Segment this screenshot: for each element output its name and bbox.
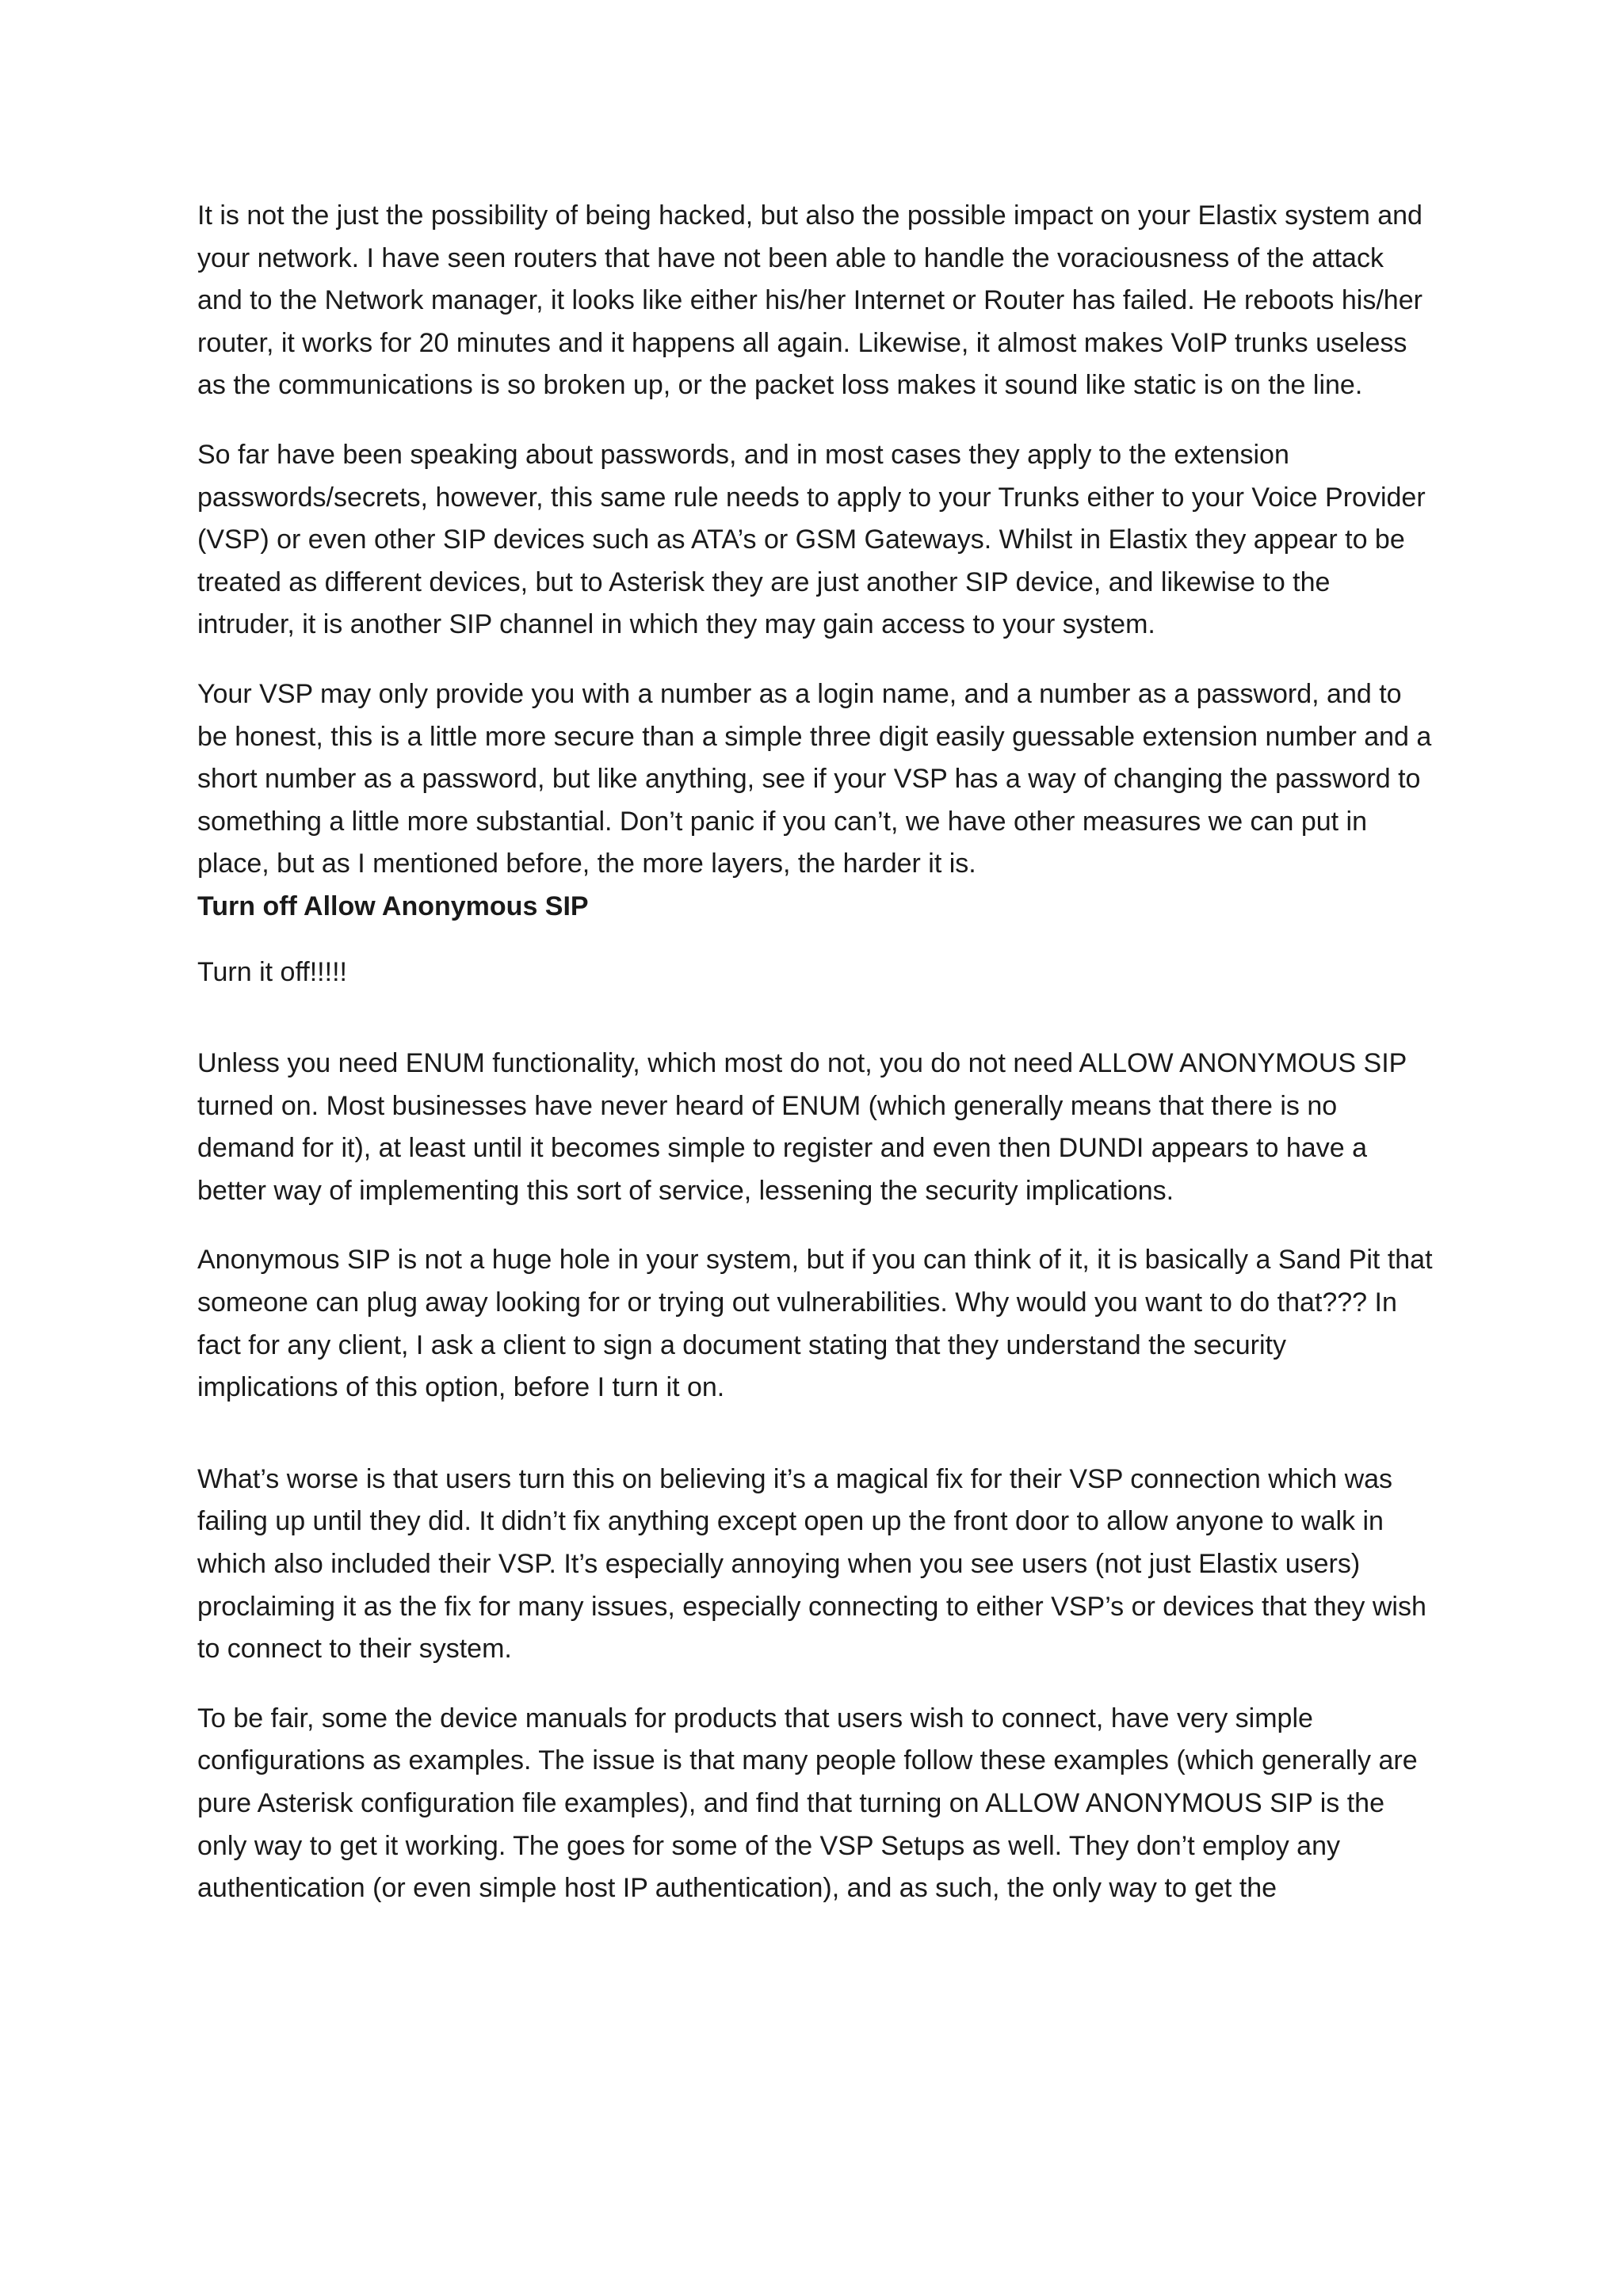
document-body	[197, 195, 1434, 1910]
paragraph-vsp-login: Your VSP may only provide you with a number as a login name, and a number as a password, and to be honest, this is a little more secure than a simple three digit easily guessable extension number and a short number as a password, but like anything, see if your VSP has a way of changing the password to something a little more substantial. Don’t panic if you can’t, we have other measures we can put in place, but as I mentioned before, the more layers, the harder it is.	[197, 678, 1432, 879]
paragraph-device-manuals: To be fair, some the device manuals for products that users wish to connect, have very simple configurations as examples. The issue is that many people follow these examples (which generally are pure Asterisk configuration file examples), and find that turning on ALLOW ANONYMOUS SIP is the only way to get it working. The goes for some of the VSP Setups as well. They don’t employ any authentication (or even simple host IP authentication), and as such, the only way to get the	[197, 1703, 1418, 1904]
paragraph-enum: Unless you need ENUM functionality, which most do not, you do not need ALLOW ANONYMOUS SIP turned on. Most businesses have never heard of ENUM (which generally means that there is no demand for it), at least until it becomes simple to register and even then DUNDI appears to have a better way of implementing this sort of service, lessening the security implications.	[197, 1048, 1407, 1206]
paragraph-magical-fix: What’s worse is that users turn this on believing it’s a magical fix for their VSP connection which was failing up until they did. It didn’t fix anything except open up the front door to allow anyone to walk in which also included their VSP. It’s especially annoying when you see users (not just Elastix users) proclaiming it as the fix for many issues, especially connecting to either VSP’s or devices that they wish to connect to their system.	[197, 1463, 1426, 1665]
section-heading: Turn off Allow Anonymous SIP	[197, 891, 589, 921]
paragraph-hacking-impact: It is not the just the possibility of being hacked, but also the possible impact on your Elastix system and your network. I have seen routers that have not been able to handle the voraciousness of the attack and to the Network manager, it looks like either his/her Internet or Router has failed. He reboots his/her router, it works for 20 minutes and it happens all again. Likewise, it almost makes VoIP trunks useless as the communications is so broken up, or the packet loss makes it sound like static is on the line.	[197, 200, 1423, 401]
paragraph-trunk-passwords: So far have been speaking about passwords, and in most cases they apply to the extension passwords/secrets, however, this same rule needs to apply to your Trunks either to your Voice Provider (VSP) or even other SIP devices such as ATA’s or GSM Gateways. Whilst in Elastix they appear to be treated as different devices, but to Asterisk they are just another SIP device, and likewise to the intruder, it is another SIP channel in which they may gain access to your system.	[197, 439, 1426, 640]
paragraph-turn-it-off: Turn it off!!!!!	[197, 956, 347, 987]
paragraph-sand-pit: Anonymous SIP is not a huge hole in your system, but if you can think of it, it is basically a Sand Pit that someone can plug away looking for or trying out vulnerabilities. Why would you want to do that??? In fact for any client, I ask a client to sign a document stating that they understand the security implications of this option, before I turn it on.	[197, 1245, 1433, 1403]
